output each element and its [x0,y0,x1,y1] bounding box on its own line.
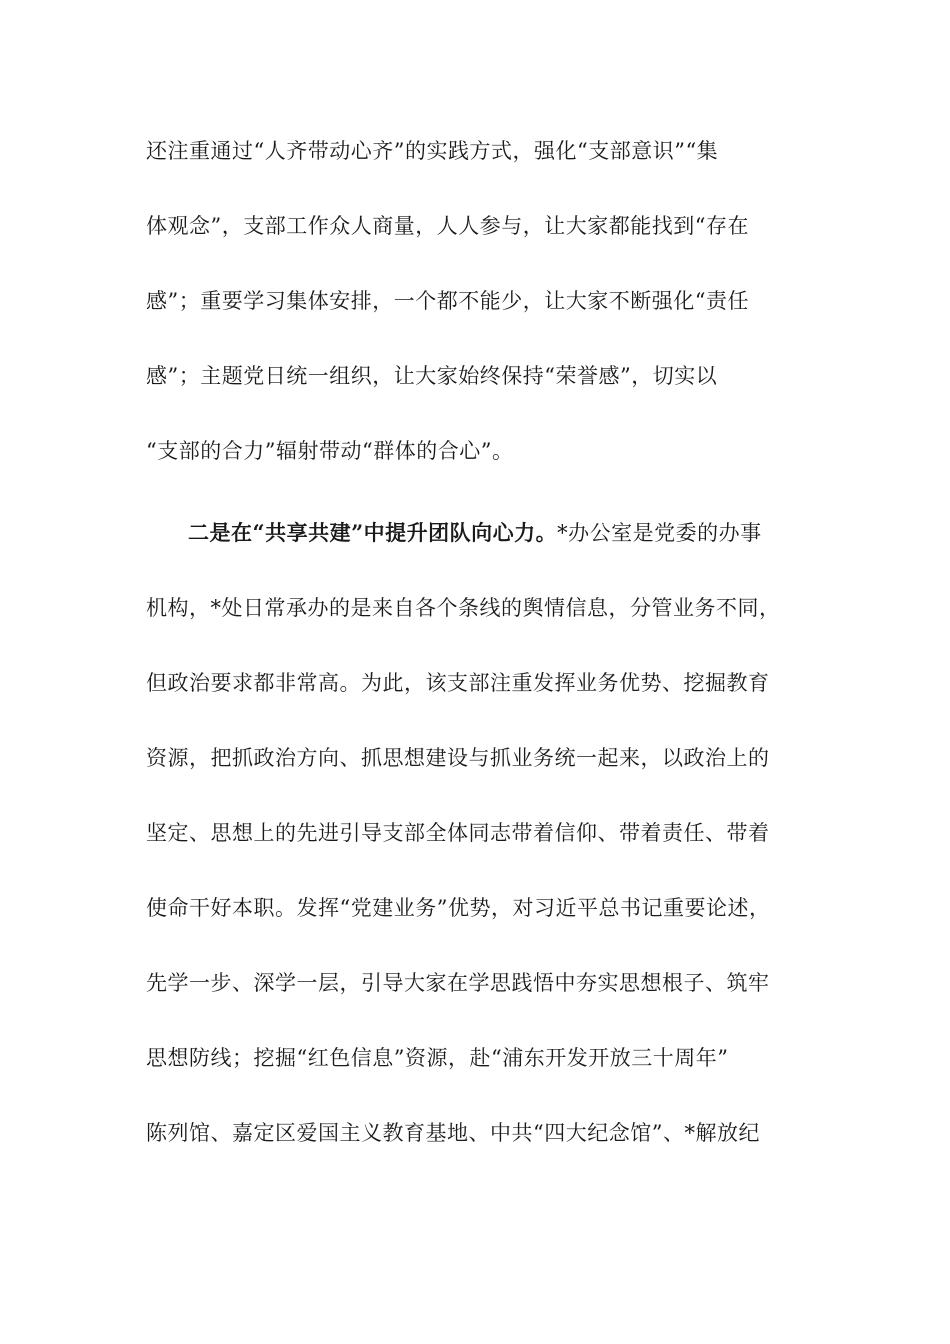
paragraph-2-line-6: 使命干好本职。发挥“党建业务”优势，对习近平总书记重要论述， [146,896,771,920]
paragraph-2-first-line [188,518,808,548]
paragraph-2-line-8: 思想防线；挖掘“红色信息”资源，赴“浦东开发开放三十周年” [146,1046,729,1070]
paragraph-1-line-5: “支部的合力”辐射带动“群体的合心”。 [146,439,514,463]
paragraph-1-line-4: 感”；主题党日统一组织，让大家始终保持“荣誉感”，切实以 [146,364,718,388]
paragraph-1-line-1: 还注重通过“人齐带动心齐”的实践方式，强化“支部意识”“集 [146,139,719,163]
paragraph-1-line-2: 体观念”，支部工作众人商量，人人参与，让大家都能找到“存在 [146,214,749,238]
paragraph-2-line-9: 陈列馆、嘉定区爱国主义教育基地、中共“四大纪念馆”、*解放纪 [146,1121,760,1145]
paragraph-2-line-3: 但政治要求都非常高。为此，该支部注重发挥业务优势、挖掘教育 [146,671,770,695]
paragraph-2-first-line-text: *办公室是党委的办事 [557,521,762,545]
paragraph-1-line-3: 感”；重要学习集体安排，一个都不能少，让大家不断强化“责任 [146,289,749,313]
paragraph-2-line-4: 资源，把抓政治方向、抓思想建设与抓业务统一起来，以政治上的 [146,746,770,770]
paragraph-2-line-7: 先学一步、深学一层，引导大家在学思践悟中夯实思想根子、筑牢 [146,971,770,995]
paragraph-2-heading: 二是在“共享共建”中提升团队向心力。 [188,520,558,545]
paragraph-2-line-5: 坚定、思想上的先进引导支部全体同志带着信仰、带着责任、带着 [146,821,770,845]
paragraph-2-line-2: 机构，*处日常承办的是来自各个条线的舆情信息，分管业务不同， [146,596,781,620]
